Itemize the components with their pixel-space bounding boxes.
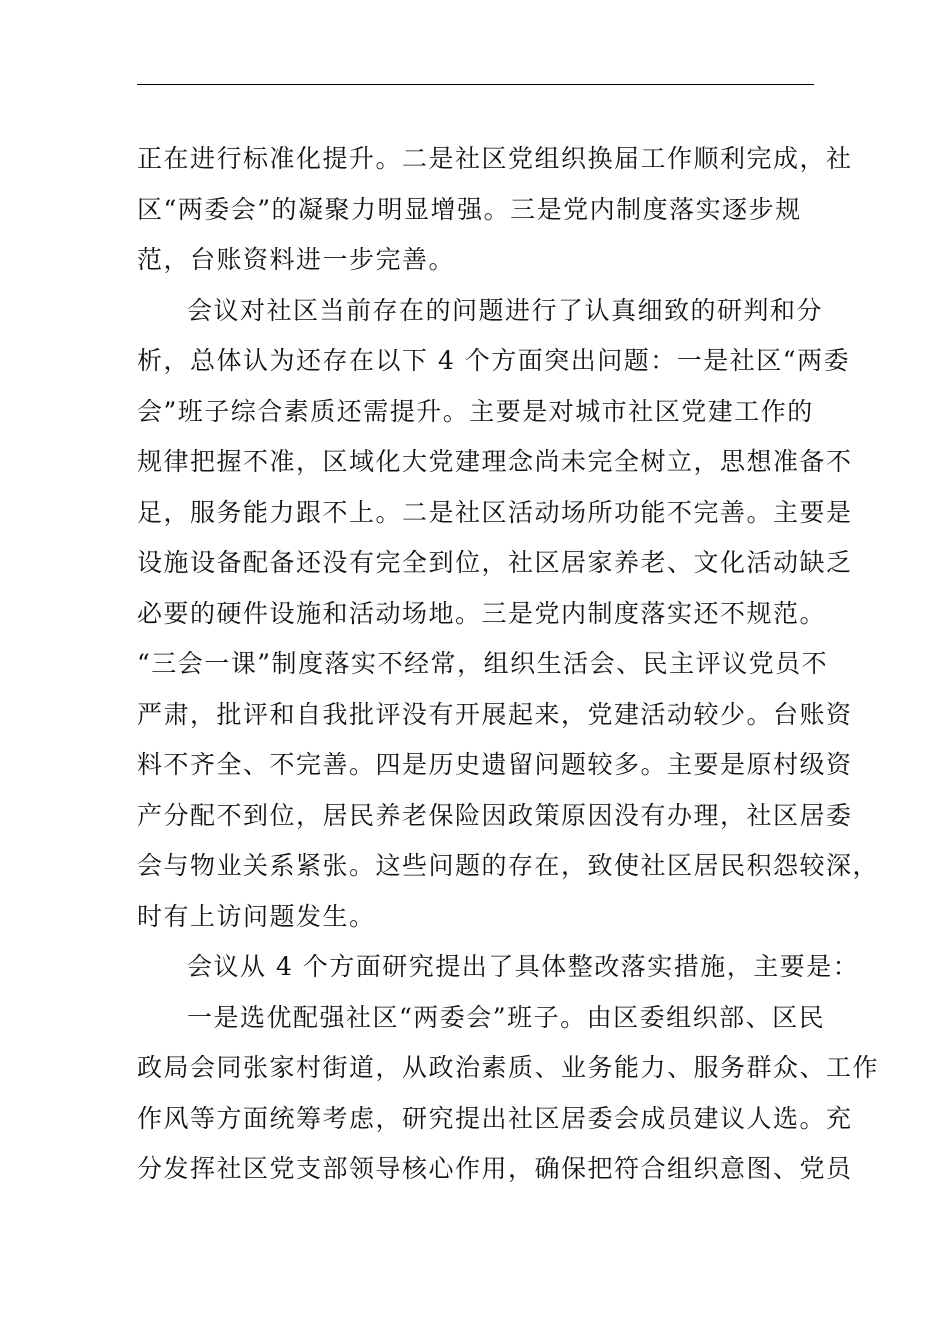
text-line: 会议对社区当前存在的问题进行了认真细致的研判和分	[187, 295, 824, 325]
text-line: 严肃，批评和自我批评没有开展起来，党建活动较少。台账资	[137, 699, 853, 729]
text-line: 政局会同张家村街道，从政治素质、业务能力、服务群众、工作	[137, 1053, 880, 1082]
text-line: 一是选优配强社区“两委会”班子。由区委组织部、区民	[187, 1002, 826, 1032]
text-line: 析，总体认为还存在以下 4 个方面突出问题：一是社区“两委	[137, 346, 851, 375]
text-line: 设施设备配备还没有完全到位，社区居家养老、文化活动缺乏	[137, 548, 853, 577]
text-line: 范，台账资料进一步完善。	[137, 245, 456, 274]
text-line: 规律把握不准，区域化大党建理念尚未完全树立，思想准备不	[137, 447, 853, 476]
document-body	[137, 134, 880, 1195]
text-line: 作风等方面统筹考虑，研究提出社区居委会成员建议人选。充	[137, 1103, 853, 1133]
text-line: 会与物业关系紧张。这些问题的存在，致使社区居民积怨较深，	[137, 851, 880, 880]
text-line: 时有上访问题发生。	[137, 901, 376, 931]
text-line: 正在进行标准化提升。二是社区党组织换届工作顺利完成，社	[137, 144, 853, 173]
text-line: 足，服务能力跟不上。二是社区活动场所功能不完善。主要是	[137, 497, 853, 527]
header-rule	[137, 84, 814, 85]
text-line: 会议从 4 个方面研究提出了具体整改落实措施，主要是：	[187, 952, 860, 981]
text-line: “三会一课”制度落实不经常，组织生活会、民主评议党员不	[137, 649, 829, 678]
text-line: 分发挥社区党支部领导核心作用，确保把符合组织意图、党员	[137, 1154, 853, 1183]
text-line: 必要的硬件设施和活动场地。三是党内制度落实还不规范。	[137, 598, 827, 628]
text-line: 区“两委会”的凝聚力明显增强。三是党内制度落实逐步规	[137, 194, 802, 224]
text-line: 料不齐全、不完善。四是历史遗留问题较多。主要是原村级资	[137, 750, 853, 779]
text-line: 会”班子综合素质还需提升。主要是对城市社区党建工作的	[137, 396, 814, 426]
text-line: 产分配不到位，居民养老保险因政策原因没有办理，社区居委	[137, 800, 853, 830]
